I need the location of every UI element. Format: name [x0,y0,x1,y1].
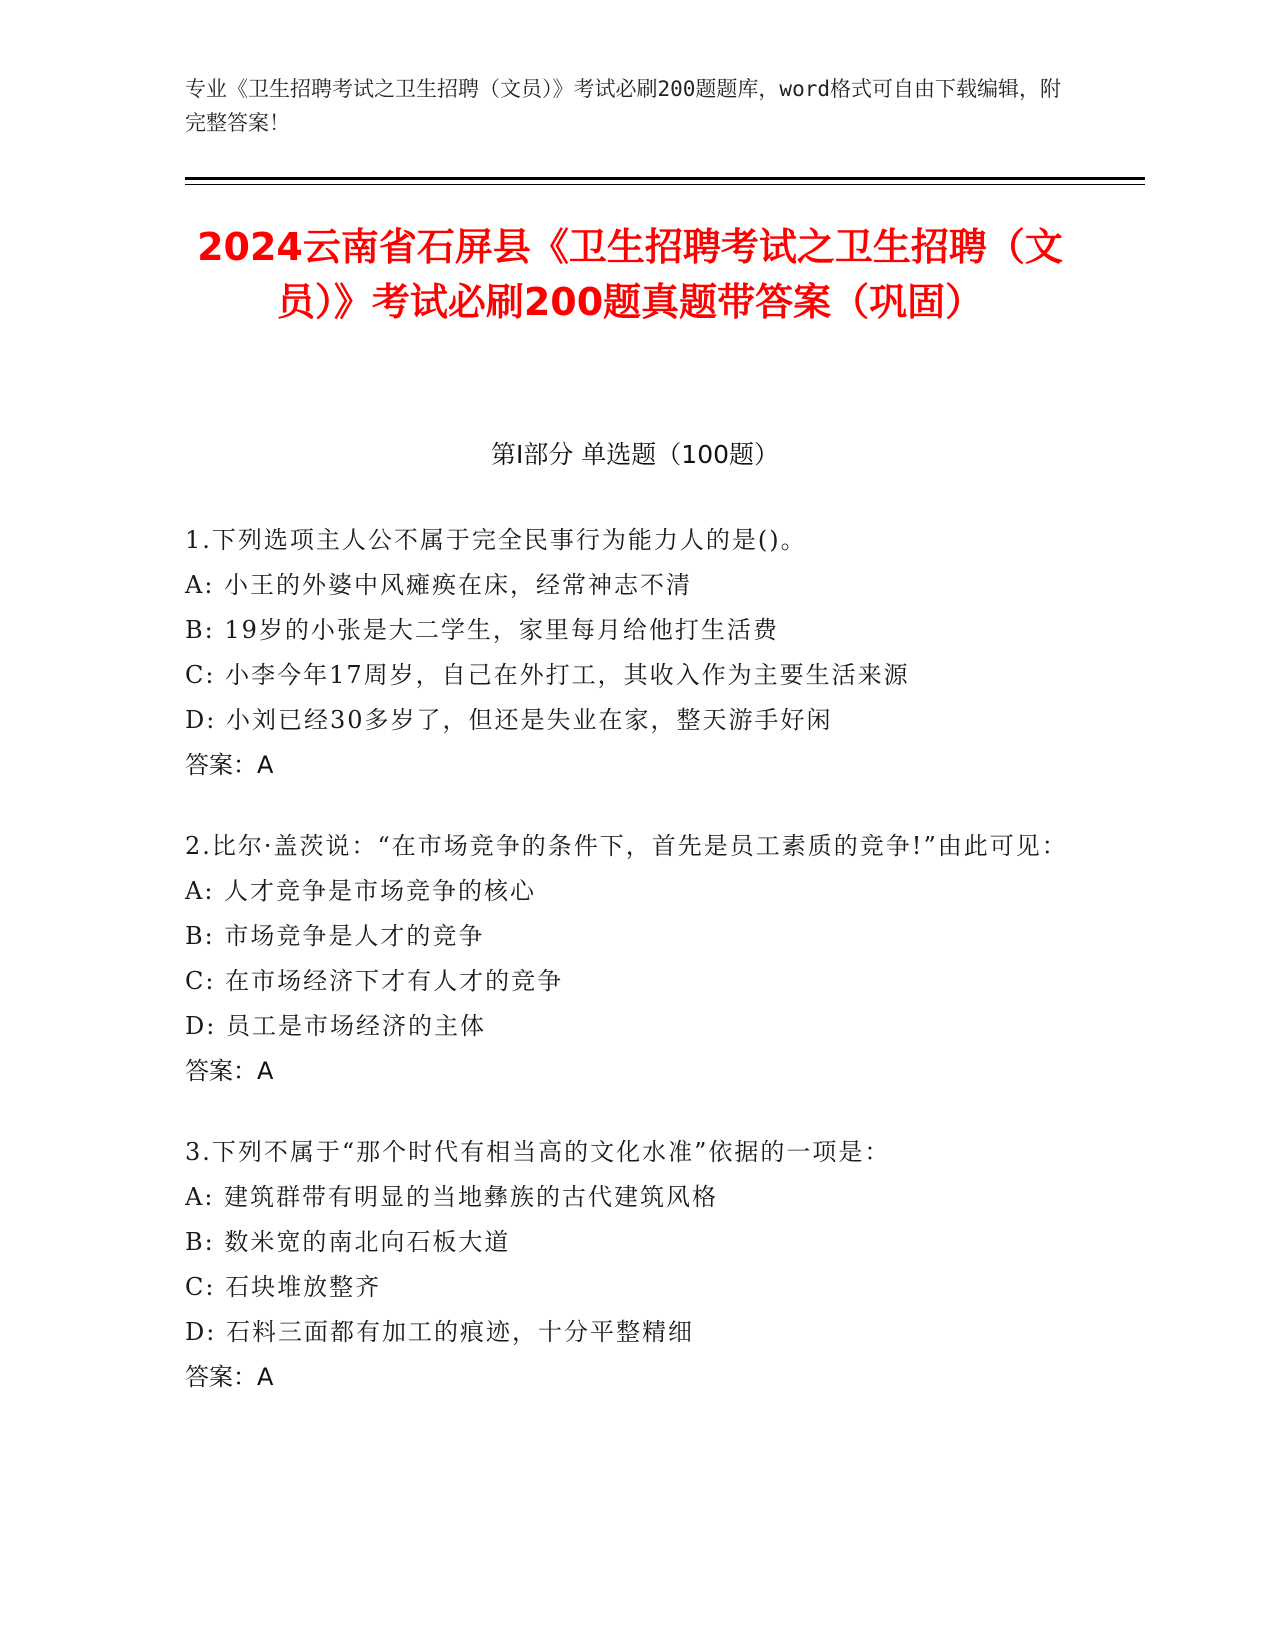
option-d: D: 小刘已经30多岁了，但还是失业在家，整天游手好闲 [185,706,833,734]
section-title: 第I部分 单选题（100题） [490,440,780,469]
option-a: A: 小王的外婆中风瘫痪在床，经常神志不清 [185,571,693,599]
question-stem: 2.比尔·盖茨说：“在市场竞争的条件下，首先是员工素质的竞争!”由此可见： [185,832,1068,860]
answer: 答案：A [185,751,274,779]
option-a: A: 建筑群带有明显的当地彝族的古代建筑风格 [185,1183,719,1211]
header-rule-thick [185,177,1145,180]
document-title: 2024云南省石屏县《卫生招聘考试之卫生招聘（文员）》考试必刷200题真题带答案（巩固） [197,225,1063,324]
option-b: B: 数米宽的南北向石板大道 [185,1228,511,1256]
option-d: D: 石料三面都有加工的痕迹，十分平整精细 [185,1318,694,1346]
option-c: C: 在市场经济下才有人才的竞争 [185,967,564,995]
header-note: 专业《卫生招聘考试之卫生招聘（文员）》考试必刷200题题库，word格式可自由下载编辑，附完整答案！ [185,77,1061,135]
option-b: B: 市场竞争是人才的竞争 [185,922,485,950]
header-rule-thin [185,184,1145,185]
question-stem: 1.下列选项主人公不属于完全民事行为能力人的是()。 [185,526,807,554]
question-3 [185,1130,1085,1400]
answer: 答案：A [185,1057,274,1085]
answer: 答案：A [185,1363,274,1391]
option-b: B: 19岁的小张是大二学生，家里每月给他打生活费 [185,616,779,644]
option-d: D: 员工是市场经济的主体 [185,1012,486,1040]
option-c: C: 石块堆放整齐 [185,1273,382,1301]
question-stem: 3.下列不属于“那个时代有相当高的文化水准”依据的一项是： [185,1138,891,1166]
question-list [185,518,1085,1436]
option-c: C: 小李今年17周岁，自己在外打工，其收入作为主要生活来源 [185,661,910,689]
question-2 [185,824,1085,1094]
option-a: A: 人才竞争是市场竞争的核心 [185,877,537,905]
question-1 [185,518,1085,788]
